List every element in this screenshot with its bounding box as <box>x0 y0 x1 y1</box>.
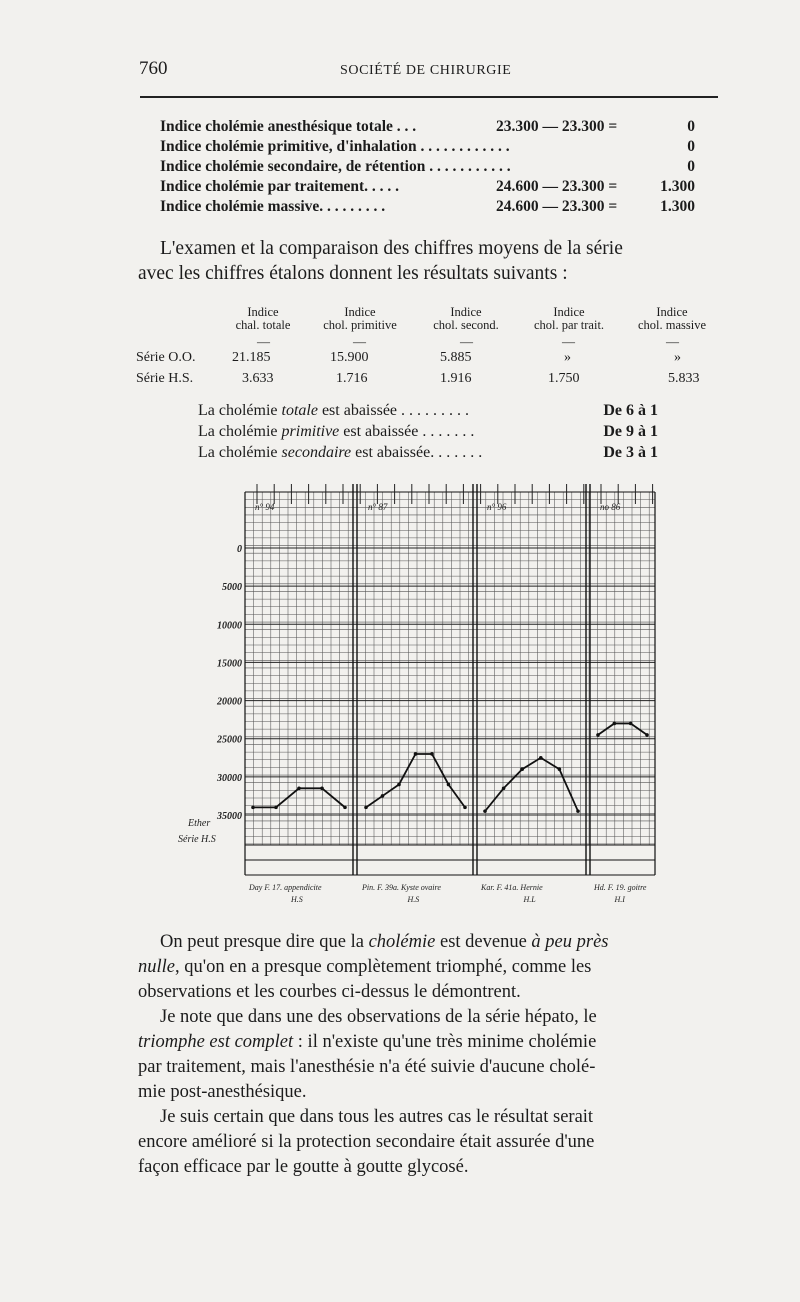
closing-seg: par traitement, mais l'anesthésie n'a été suivie d'aucune cholé- <box>138 1057 596 1077</box>
closing-line <box>138 1055 703 1080</box>
bottom-label-series: H.S <box>291 895 303 904</box>
closing-em: à peu près <box>531 932 609 952</box>
closing-line <box>138 1105 703 1130</box>
series-line <box>485 758 578 811</box>
y-tick-label: 5000 <box>222 582 242 594</box>
table-row-label: Série O.O. <box>136 350 196 365</box>
index-result: 1.300 <box>660 178 695 195</box>
cholemie-line <box>198 402 658 422</box>
closing-line <box>138 1080 703 1105</box>
bottom-label: Pin. F. 39a. Kyste ovaire <box>362 883 441 892</box>
closing-seg: Je note que dans une des observations de la série hépato, le <box>160 1007 597 1027</box>
closing-line <box>138 930 703 955</box>
data-point <box>539 756 543 760</box>
cholemie-em: primitive <box>281 423 340 440</box>
bottom-label-series: H.S <box>407 895 420 904</box>
data-point <box>483 809 487 813</box>
closing-seg: observations et les courbes ci-dessus le démontrent. <box>138 982 521 1002</box>
bottom-label: Day F. 17. appendicite <box>249 883 322 892</box>
closing-seg: façon efficace par le goutte à goutte glycosé. <box>138 1157 469 1177</box>
y-tick-label: 25000 <box>217 734 242 746</box>
closing-line <box>138 1005 703 1030</box>
data-point <box>502 787 506 791</box>
col-header-top: Indice <box>656 305 688 319</box>
cholemie-pre: La cholémie <box>198 444 282 461</box>
y-tick-label: 15000 <box>217 658 242 670</box>
index-result: 1.300 <box>660 198 695 215</box>
closing-text <box>138 930 703 1180</box>
bottom-label: Kar. F. 41a. Hernie <box>481 883 543 892</box>
closing-seg: Je suis certain que dans tous les autres cas le résultat serait <box>160 1107 594 1127</box>
closing-seg: mie post-anesthésique. <box>138 1082 307 1102</box>
page-number: 760 <box>139 58 168 79</box>
table-cell: 3.633 <box>242 371 274 386</box>
col-header-bottom: chol. second. <box>433 318 499 332</box>
cholemie-post: est abaissée. . . . . . . <box>351 444 483 461</box>
cholemie-line <box>198 423 658 443</box>
col-header-top: Indice <box>344 305 376 319</box>
table-dash: — <box>353 334 366 349</box>
index-calc: 23.300 — 23.300 = <box>496 118 618 135</box>
col-header-bottom: chal. totale <box>235 318 291 332</box>
table-row-label: Série H.S. <box>136 371 194 386</box>
header-rule <box>140 96 718 98</box>
index-result: 0 <box>687 138 695 155</box>
table-cell: 5.885 <box>440 350 472 365</box>
table-cell: 1.716 <box>336 371 368 386</box>
data-point <box>364 806 368 810</box>
index-label: Indice cholémie par traitement. . . . . <box>160 178 400 195</box>
closing-em: triomphe est complet <box>138 1032 294 1052</box>
cholemie-ratio: De 3 à 1 <box>603 444 658 461</box>
table-cell: » <box>564 350 571 365</box>
closing-em: nulle <box>138 957 175 977</box>
index-calc: 24.600 — 23.300 = <box>496 178 618 195</box>
intro-line-2: avec les chiffres étalons donnent les résultats suivants : <box>138 263 568 284</box>
bottom-label-series: H.I <box>614 895 625 904</box>
index-result: 0 <box>687 158 695 175</box>
data-point <box>343 806 347 810</box>
index-line <box>160 118 695 138</box>
closing-em: cholémie <box>368 932 436 952</box>
index-calc: 24.600 — 23.300 = <box>496 198 618 215</box>
table-cell: 21.185 <box>232 350 271 365</box>
data-point <box>381 794 385 798</box>
index-label: Indice cholémie secondaire, de rétention . . . . . . . . . . . <box>160 158 511 175</box>
panel-label: no 86 <box>600 502 621 512</box>
closing-seg: On peut presque dire que la <box>160 932 369 952</box>
series-line <box>366 754 465 807</box>
index-line <box>160 158 695 178</box>
y-tick-label: 30000 <box>217 772 242 784</box>
index-result: 0 <box>687 118 695 135</box>
data-point <box>320 787 324 791</box>
closing-seg: , qu'on en a presque complètement triomphé, comme les <box>175 957 592 977</box>
data-point <box>274 806 278 810</box>
table-cell: 1.750 <box>548 371 580 386</box>
data-point <box>251 806 255 810</box>
index-line <box>160 178 695 198</box>
bottom-label-series: H.L <box>523 895 536 904</box>
closing-line <box>138 1030 703 1055</box>
table-dash: — <box>666 334 679 349</box>
intro-line-1: L'examen et la comparaison des chiffres moyens de la série <box>160 238 623 259</box>
col-header-bottom: chol. primitive <box>323 318 397 332</box>
series-line <box>598 723 647 734</box>
data-point <box>558 767 562 771</box>
data-point <box>447 783 451 787</box>
index-label: Indice cholémie primitive, d'inhalation . . . . . . . . . . . . <box>160 138 510 155</box>
index-label: Indice cholémie anesthésique totale . . . <box>160 118 417 135</box>
panel-label: n° 87 <box>368 502 388 512</box>
cholemie-post: est abaissée . . . . . . . <box>339 423 475 440</box>
table-cell: 5.833 <box>668 371 700 386</box>
table-col-header <box>622 306 722 332</box>
col-header-top: Indice <box>450 305 482 319</box>
running-title: SOCIÉTÉ DE CHIRURGIE <box>340 63 512 78</box>
left-annotation: Série H.S <box>178 834 216 845</box>
index-line <box>160 138 695 158</box>
cholemie-post: est abaissée . . . . . . . . . <box>317 402 470 419</box>
data-point <box>397 783 401 787</box>
cholemie-pre: La cholémie <box>198 423 282 440</box>
data-point <box>297 787 301 791</box>
data-point <box>645 733 649 737</box>
col-header-bottom: chol. par trait. <box>533 318 605 332</box>
cholemie-line <box>198 444 658 464</box>
table-cell: » <box>674 350 681 365</box>
closing-line <box>138 1155 703 1180</box>
data-point <box>596 733 600 737</box>
table-col-header <box>514 306 624 332</box>
data-point <box>414 752 418 756</box>
table-dash: — <box>460 334 473 349</box>
data-point <box>576 809 580 813</box>
table-dash: — <box>562 334 575 349</box>
data-point <box>613 722 617 726</box>
table-cell: 1.916 <box>440 371 472 386</box>
y-tick-label: 35000 <box>217 811 242 822</box>
closing-line <box>138 955 703 980</box>
closing-seg: est devenue <box>435 932 532 952</box>
table-col-header <box>416 306 516 332</box>
cholemie-pre: La cholémie <box>198 402 282 419</box>
data-point <box>430 752 434 756</box>
cholemie-em: secondaire <box>281 444 352 461</box>
left-annotation: Ether <box>188 818 211 829</box>
cholemie-em: totale <box>281 402 318 419</box>
col-header-top: Indice <box>553 305 585 319</box>
intro-paragraph <box>138 236 700 286</box>
index-label: Indice cholémie massive. . . . . . . . . <box>160 198 386 215</box>
table-dash: — <box>257 334 270 349</box>
table-col-header <box>305 306 415 332</box>
table-col-header <box>218 306 308 332</box>
panel-label: n° 94 <box>255 502 275 512</box>
series-line <box>253 788 345 807</box>
y-tick-label: 20000 <box>217 696 242 708</box>
cholemie-ratio: De 9 à 1 <box>603 423 658 440</box>
data-point <box>520 767 524 771</box>
cholemie-ratio: De 6 à 1 <box>603 402 658 419</box>
panel-label: n° 96 <box>487 502 507 512</box>
closing-seg: encore amélioré si la protection secondaire était assurée d'une <box>138 1132 595 1152</box>
data-point <box>629 722 633 726</box>
closing-line <box>138 1130 703 1155</box>
closing-seg: : il n'existe qu'une très minime cholémie <box>293 1032 597 1052</box>
col-header-top: Indice <box>247 305 279 319</box>
table-cell: 15.900 <box>330 350 369 365</box>
closing-line <box>138 980 703 1005</box>
y-tick-label: 0 <box>237 544 242 555</box>
bottom-label: Hd. F. 19. goitre <box>594 883 647 892</box>
col-header-bottom: chol. massive <box>637 318 707 332</box>
index-line <box>160 198 695 218</box>
data-point <box>463 806 467 810</box>
y-tick-label: 10000 <box>217 620 242 632</box>
